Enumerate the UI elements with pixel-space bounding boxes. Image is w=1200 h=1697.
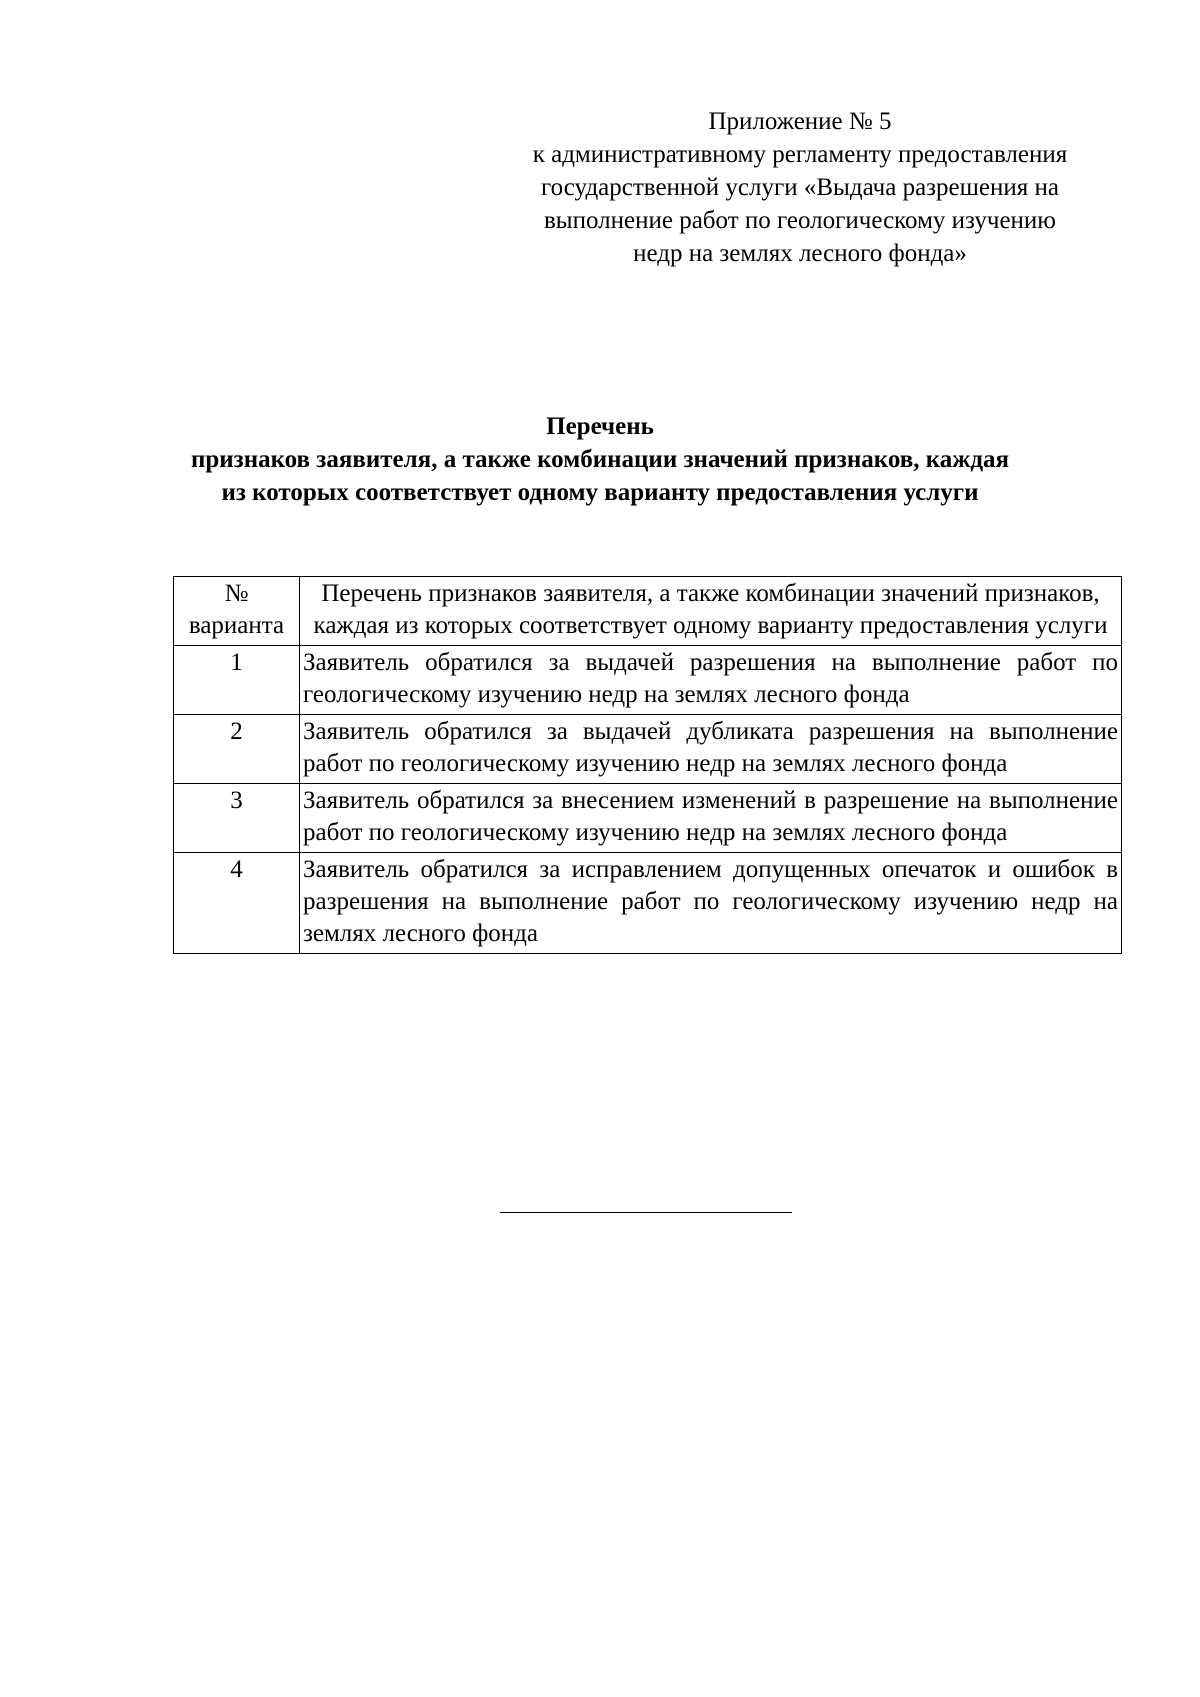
- variant-number: 1: [174, 646, 300, 715]
- table-row: [174, 646, 1122, 715]
- subtitle-line: признаков заявителя, а также комбинации значений признаков, каждая: [190, 446, 1010, 473]
- document-title: [100, 410, 1100, 509]
- variants-table: [173, 576, 1122, 954]
- table-row: [174, 853, 1122, 954]
- annex-text-line: выполнение работ по геологическому изучению: [544, 207, 1056, 234]
- closing-separator-line: [500, 1212, 792, 1213]
- variant-description: Заявитель обратился за внесением изменений в разрешение на выполнение работ по геологическому изучению недр на землях лесного фонда: [300, 784, 1122, 853]
- annex-text-line: недр на землях лесного фонда»: [633, 240, 967, 267]
- variant-number: 4: [174, 853, 300, 954]
- table-row: [174, 784, 1122, 853]
- annex-text-line: к административному регламенту предоставления: [532, 141, 1068, 168]
- variant-description: Заявитель обратился за выдачей дубликата разрешения на выполнение работ по геологическому изучению недр на землях лесного фонда: [300, 715, 1122, 784]
- title-line: Перечень: [546, 413, 654, 440]
- variant-description: Заявитель обратился за исправлением допущенных опечаток и ошибок в разрешения на выполнение работ по геологическому изучению недр на землях лесного фонда: [300, 853, 1122, 954]
- variant-number: 3: [174, 784, 300, 853]
- subtitle-line: из которых соответствует одному варианту предоставления услуги: [221, 479, 979, 506]
- header-criteria-list: Перечень признаков заявителя, а также комбинации значений признаков, каждая из которых соответствует одному варианту предоставления услуги: [300, 577, 1122, 646]
- annex-number: Приложение № 5: [708, 108, 892, 135]
- annex-text-line: государственной услуги «Выдача разрешения на: [541, 174, 1059, 201]
- annex-note: [470, 105, 1130, 270]
- header-variant-number: № варианта: [174, 577, 300, 646]
- table-row: [174, 715, 1122, 784]
- variant-description: Заявитель обратился за выдачей разрешения на выполнение работ по геологическому изучению недр на землях лесного фонда: [300, 646, 1122, 715]
- table-header-row: [174, 577, 1122, 646]
- variant-number: 2: [174, 715, 300, 784]
